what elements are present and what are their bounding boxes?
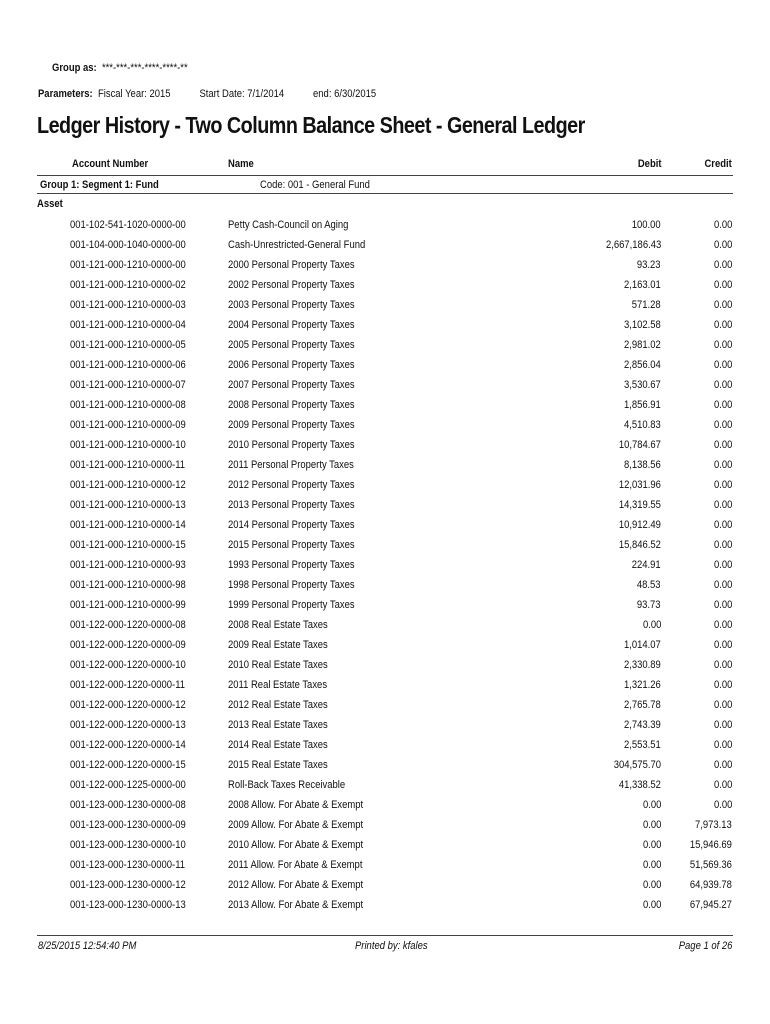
group-as-line (52, 62, 210, 74)
account-number-cell: 001-121-000-1210-0000-06 (70, 359, 186, 371)
table-row (0, 296, 770, 316)
debit-cell: 93.23 (637, 259, 661, 271)
credit-cell: 0.00 (713, 299, 732, 311)
fiscal-year: Fiscal Year: 2015 (97, 88, 171, 100)
table-row (0, 816, 770, 836)
debit-cell: 8,138.56 (624, 459, 661, 471)
table-row (0, 596, 770, 616)
account-name-cell: Cash-Unrestricted-General Fund (228, 239, 366, 251)
debit-cell: 0.00 (642, 799, 661, 811)
debit-cell: 2,765.78 (624, 699, 661, 711)
account-name-cell: 2012 Personal Property Taxes (228, 479, 355, 491)
report-title: Ledger History - Two Column Balance Sheet - General Ledger (37, 112, 585, 138)
account-name-cell: 2013 Allow. For Abate & Exempt (228, 899, 364, 911)
account-name-cell: 2003 Personal Property Taxes (228, 299, 355, 311)
table-row (0, 736, 770, 756)
table-row (0, 236, 770, 256)
table-row (0, 256, 770, 276)
header-credit: Credit (704, 158, 732, 170)
debit-cell: 10,912.49 (618, 519, 661, 531)
table-row (0, 416, 770, 436)
credit-cell: 0.00 (713, 479, 732, 491)
account-number-cell: 001-122-000-1220-0000-14 (70, 739, 186, 751)
account-number-cell: 001-121-000-1210-0000-02 (70, 279, 186, 291)
credit-cell: 0.00 (713, 399, 732, 411)
account-name-cell: 2012 Allow. For Abate & Exempt (228, 879, 364, 891)
header-divider (37, 175, 733, 176)
table-row (0, 776, 770, 796)
account-name-cell: 2010 Allow. For Abate & Exempt (228, 839, 364, 851)
debit-cell: 2,856.04 (624, 359, 661, 371)
account-name-cell: 2002 Personal Property Taxes (228, 279, 355, 291)
table-row (0, 676, 770, 696)
credit-cell: 0.00 (713, 379, 732, 391)
account-name-cell: 2011 Personal Property Taxes (228, 459, 354, 471)
table-row (0, 536, 770, 556)
section-heading: Asset (37, 198, 63, 210)
table-row (0, 896, 770, 916)
table-row (0, 576, 770, 596)
credit-cell: 0.00 (713, 639, 732, 651)
table-row (0, 636, 770, 656)
account-number-cell: 001-121-000-1210-0000-03 (70, 299, 186, 311)
account-name-cell: 2013 Real Estate Taxes (228, 719, 328, 731)
account-number-cell: 001-122-000-1220-0000-10 (70, 659, 186, 671)
group-as-label: Group as: (52, 62, 97, 74)
account-name-cell: 1998 Personal Property Taxes (228, 579, 355, 591)
account-name-cell: 2000 Personal Property Taxes (228, 259, 355, 271)
credit-cell: 0.00 (713, 539, 732, 551)
footer-divider (37, 935, 733, 936)
debit-cell: 14,319.55 (618, 499, 661, 511)
parameters-label: Parameters: (38, 88, 93, 100)
account-number-cell: 001-121-000-1210-0000-99 (70, 599, 186, 611)
account-name-cell: 2014 Real Estate Taxes (228, 739, 328, 751)
credit-cell: 0.00 (713, 619, 732, 631)
account-name-cell: 2005 Personal Property Taxes (228, 339, 355, 351)
credit-cell: 0.00 (713, 499, 732, 511)
table-row (0, 696, 770, 716)
account-name-cell: 2015 Real Estate Taxes (228, 759, 328, 771)
account-name-cell: 2012 Real Estate Taxes (228, 699, 328, 711)
debit-cell: 3,102.58 (624, 319, 661, 331)
table-row (0, 456, 770, 476)
debit-cell: 1,321.26 (624, 679, 661, 691)
account-name-cell: 2010 Personal Property Taxes (228, 439, 355, 451)
group-divider (37, 193, 733, 194)
account-number-cell: 001-121-000-1210-0000-14 (70, 519, 186, 531)
credit-cell: 0.00 (713, 439, 732, 451)
debit-cell: 0.00 (642, 819, 661, 831)
credit-cell: 0.00 (713, 219, 732, 231)
credit-cell: 0.00 (713, 679, 732, 691)
credit-cell: 0.00 (713, 559, 732, 571)
credit-cell: 0.00 (713, 339, 732, 351)
debit-cell: 2,667,186.43 (605, 239, 661, 251)
debit-cell: 0.00 (642, 839, 661, 851)
account-name-cell: 2007 Personal Property Taxes (228, 379, 355, 391)
account-name-cell: 2010 Real Estate Taxes (228, 659, 328, 671)
account-number-cell: 001-121-000-1210-0000-15 (70, 539, 186, 551)
credit-cell: 0.00 (713, 599, 732, 611)
account-name-cell: 2015 Personal Property Taxes (228, 539, 355, 551)
account-number-cell: 001-121-000-1210-0000-13 (70, 499, 186, 511)
account-number-cell: 001-121-000-1210-0000-10 (70, 439, 186, 451)
credit-cell: 0.00 (713, 319, 732, 331)
account-number-cell: 001-121-000-1210-0000-09 (70, 419, 186, 431)
account-name-cell: 2008 Real Estate Taxes (228, 619, 328, 631)
table-row (0, 316, 770, 336)
account-number-cell: 001-123-000-1230-0000-08 (70, 799, 186, 811)
account-number-cell: 001-123-000-1230-0000-12 (70, 879, 186, 891)
debit-cell: 3,530.67 (624, 379, 661, 391)
debit-cell: 571.28 (632, 299, 661, 311)
header-debit: Debit (637, 158, 661, 170)
table-row (0, 336, 770, 356)
account-name-cell: 2011 Allow. For Abate & Exempt (228, 859, 363, 871)
credit-cell: 0.00 (713, 579, 732, 591)
credit-cell: 0.00 (713, 359, 732, 371)
account-name-cell: 2006 Personal Property Taxes (228, 359, 355, 371)
credit-cell: 0.00 (713, 779, 732, 791)
debit-cell: 93.73 (637, 599, 661, 611)
account-number-cell: 001-123-000-1230-0000-13 (70, 899, 186, 911)
table-row (0, 856, 770, 876)
table-row (0, 496, 770, 516)
table-row (0, 756, 770, 776)
footer-printed-by: Printed by: kfales (355, 940, 428, 952)
account-number-cell: 001-122-000-1220-0000-15 (70, 759, 186, 771)
debit-cell: 304,575.70 (613, 759, 661, 771)
group-label: Group 1: Segment 1: Fund (40, 179, 159, 191)
debit-cell: 2,981.02 (624, 339, 661, 351)
table-row (0, 396, 770, 416)
debit-cell: 100.00 (632, 219, 661, 231)
debit-cell: 2,163.01 (624, 279, 661, 291)
header-account-number: Account Number (72, 158, 149, 170)
debit-cell: 12,031.96 (618, 479, 661, 491)
debit-cell: 2,743.39 (624, 719, 661, 731)
table-row (0, 436, 770, 456)
account-number-cell: 001-121-000-1210-0000-00 (70, 259, 186, 271)
account-name-cell: 2013 Personal Property Taxes (228, 499, 355, 511)
table-row (0, 476, 770, 496)
table-row (0, 716, 770, 736)
credit-cell: 0.00 (713, 759, 732, 771)
table-row (0, 616, 770, 636)
debit-cell: 224.91 (632, 559, 661, 571)
account-number-cell: 001-122-000-1220-0000-13 (70, 719, 186, 731)
credit-cell: 0.00 (713, 259, 732, 271)
credit-cell: 0.00 (713, 719, 732, 731)
debit-cell: 1,014.07 (624, 639, 661, 651)
account-name-cell: 2008 Allow. For Abate & Exempt (228, 799, 364, 811)
debit-cell: 0.00 (642, 899, 661, 911)
table-row (0, 656, 770, 676)
account-name-cell: Roll-Back Taxes Receivable (228, 779, 346, 791)
account-name-cell: 1999 Personal Property Taxes (228, 599, 355, 611)
table-row (0, 516, 770, 536)
table-row (0, 876, 770, 896)
account-number-cell: 001-123-000-1230-0000-11 (70, 859, 186, 871)
debit-cell: 2,330.89 (624, 659, 661, 671)
account-number-cell: 001-122-000-1225-0000-00 (70, 779, 186, 791)
credit-cell: 15,946.69 (689, 839, 732, 851)
account-name-cell: 2011 Real Estate Taxes (228, 679, 328, 691)
account-number-cell: 001-122-000-1220-0000-08 (70, 619, 186, 631)
account-name-cell: 2009 Real Estate Taxes (228, 639, 328, 651)
table-row (0, 356, 770, 376)
account-number-cell: 001-121-000-1210-0000-08 (70, 399, 186, 411)
debit-cell: 0.00 (642, 879, 661, 891)
debit-cell: 10,784.67 (618, 439, 661, 451)
credit-cell: 64,939.78 (689, 879, 732, 891)
footer-page-number: Page 1 of 26 (678, 940, 732, 952)
credit-cell: 0.00 (713, 699, 732, 711)
credit-cell: 0.00 (713, 519, 732, 531)
group-as-value: ***-***-***-****-****-** (101, 62, 188, 74)
account-name-cell: Petty Cash-Council on Aging (228, 219, 349, 231)
account-number-cell: 001-121-000-1210-0000-93 (70, 559, 186, 571)
table-row (0, 836, 770, 856)
footer-timestamp: 8/25/2015 12:54:40 PM (38, 940, 137, 952)
account-number-cell: 001-122-000-1220-0000-12 (70, 699, 186, 711)
account-name-cell: 1993 Personal Property Taxes (228, 559, 355, 571)
account-number-cell: 001-121-000-1210-0000-11 (70, 459, 186, 471)
debit-cell: 15,846.52 (618, 539, 661, 551)
account-number-cell: 001-122-000-1220-0000-11 (70, 679, 186, 691)
start-date: Start Date: 7/1/2014 (199, 88, 285, 100)
parameters-line (38, 88, 431, 100)
credit-cell: 0.00 (713, 239, 732, 251)
credit-cell: 67,945.27 (689, 899, 732, 911)
debit-cell: 1,856.91 (624, 399, 661, 411)
account-number-cell: 001-122-000-1220-0000-09 (70, 639, 186, 651)
credit-cell: 51,569.36 (689, 859, 732, 871)
account-number-cell: 001-104-000-1040-0000-00 (70, 239, 186, 251)
debit-cell: 2,553.51 (624, 739, 661, 751)
ledger-rows (0, 216, 770, 916)
credit-cell: 0.00 (713, 659, 732, 671)
end-date: end: 6/30/2015 (313, 88, 377, 100)
table-row (0, 556, 770, 576)
account-name-cell: 2008 Personal Property Taxes (228, 399, 355, 411)
debit-cell: 0.00 (642, 859, 661, 871)
header-name: Name (228, 158, 254, 170)
table-row (0, 276, 770, 296)
group-code: Code: 001 - General Fund (260, 179, 370, 191)
account-number-cell: 001-121-000-1210-0000-04 (70, 319, 186, 331)
account-number-cell: 001-102-541-1020-0000-00 (70, 219, 186, 231)
account-name-cell: 2004 Personal Property Taxes (228, 319, 355, 331)
account-name-cell: 2009 Allow. For Abate & Exempt (228, 819, 364, 831)
credit-cell: 0.00 (713, 799, 732, 811)
credit-cell: 7,973.13 (695, 819, 732, 831)
debit-cell: 4,510.83 (624, 419, 661, 431)
debit-cell: 48.53 (637, 579, 661, 591)
debit-cell: 41,338.52 (618, 779, 661, 791)
debit-cell: 0.00 (642, 619, 661, 631)
credit-cell: 0.00 (713, 419, 732, 431)
account-number-cell: 001-121-000-1210-0000-07 (70, 379, 186, 391)
account-name-cell: 2014 Personal Property Taxes (228, 519, 355, 531)
credit-cell: 0.00 (713, 739, 732, 751)
account-number-cell: 001-121-000-1210-0000-05 (70, 339, 186, 351)
account-number-cell: 001-123-000-1230-0000-10 (70, 839, 186, 851)
credit-cell: 0.00 (713, 279, 732, 291)
account-number-cell: 001-123-000-1230-0000-09 (70, 819, 186, 831)
table-row (0, 216, 770, 236)
account-number-cell: 001-121-000-1210-0000-12 (70, 479, 186, 491)
credit-cell: 0.00 (713, 459, 732, 471)
account-number-cell: 001-121-000-1210-0000-98 (70, 579, 186, 591)
table-row (0, 376, 770, 396)
account-name-cell: 2009 Personal Property Taxes (228, 419, 355, 431)
table-row (0, 796, 770, 816)
